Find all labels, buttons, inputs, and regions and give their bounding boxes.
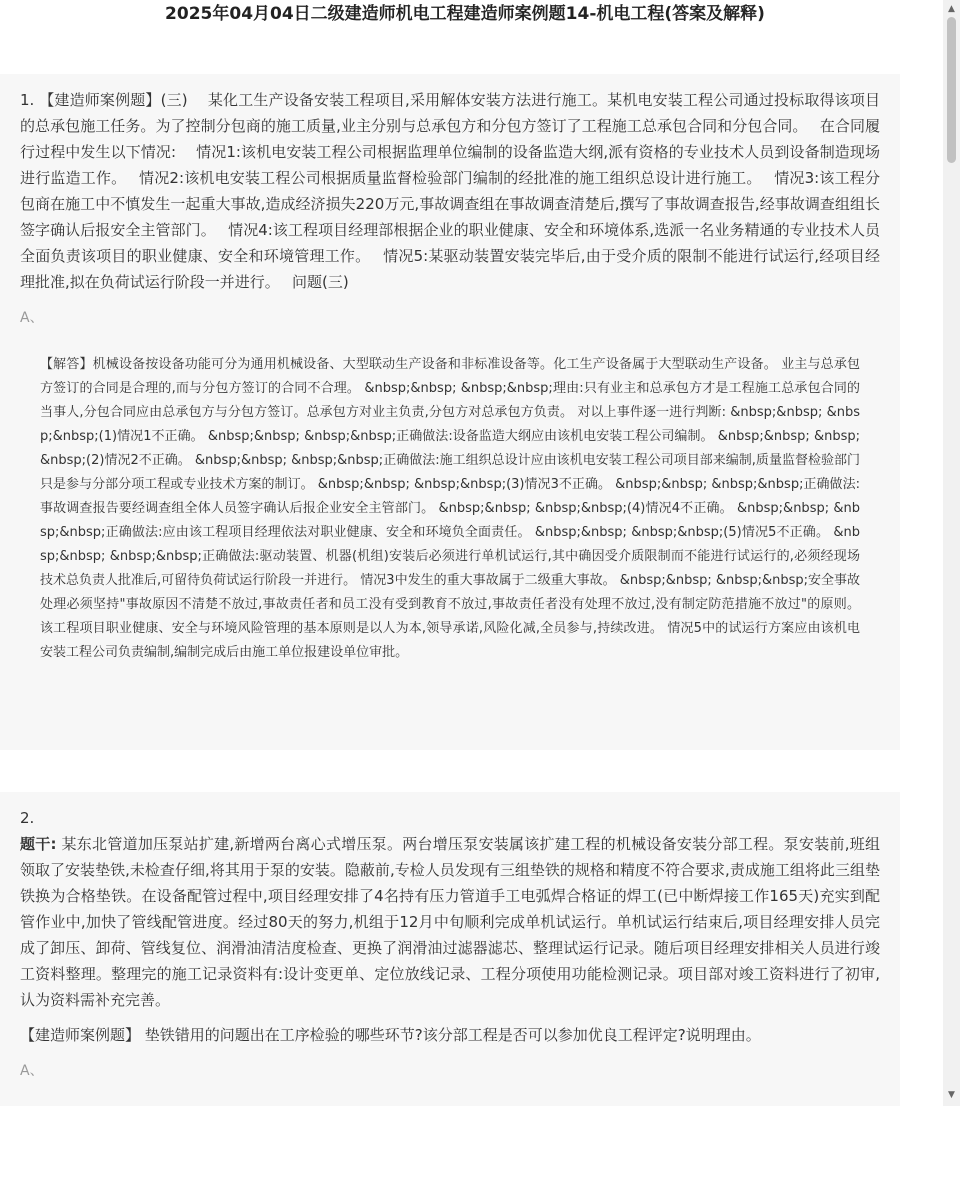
- page-title: 2025年04月04日二级建造师机电工程建造师案例题14-机电工程(答案及解释): [165, 4, 765, 24]
- question-stem: [20, 74, 880, 295]
- scroll-up-icon[interactable]: ▲: [948, 4, 955, 14]
- question-text: 某东北管道加压泵站扩建,新增两台离心式增压泵。两台增压泵安装属该扩建工程的机械设备安装分部工程。泵安装前,班组领取了安装垫铁,未检查仔细,将其用于泵的安装。隐蔽前,专检人员发现有三组垫铁的规格和精度不符合要求,责成施工组将此三组垫铁换为合格垫铁。在设备配管过程中,项目经理安排了4名持有压力管道手工电弧焊合格证的焊工(已中断焊接工作165天)充实到配管作业中,加快了管线配管进度。经过80天的努力,机组于12月中旬顺利完成单机试运行。单机试运行结束后,项目经理安排人员完成了卸压、卸荷、管线复位、润滑油清洁度检查、更换了润滑油过滤器滤芯、整理试运行记录。随后项目经理安排相关人员进行竣工资料整理。整理完的施工记录资料有:设计变更单、定位放线记录、工程分项使用功能检测记录。项目部对竣工资料进行了初审,认为资料需补充完善。: [20, 835, 880, 1009]
- question-ask: 【建造师案例题】 垫铁错用的问题出在工序检验的哪些环节?该分部工程是否可以参加优良工程评定?说明理由。: [20, 1026, 761, 1044]
- answer-label: A、: [20, 1063, 44, 1079]
- stem-label: 题干:: [20, 835, 57, 853]
- question-number: 1.: [20, 91, 35, 109]
- answer-label: A、: [20, 310, 44, 326]
- question-stem: [20, 831, 880, 1013]
- question-card: [0, 74, 900, 750]
- answer-explanation: 【解答】机械设备按设备功能可分为通用机械设备、大型联动生产设备和非标准设备等。化工生产设备属于大型联动生产设备。 业主与总承包方签订的合同是合理的,而与分包方签订的合同不合理。 &nbsp;&nbsp; &nbsp;&nbsp;理由:只有业主和总承包方才是工程施工总承包合同的当事人,分包合同应由总承包方与分包方签订。总承包方对业主负责,分包方对总承包方负责。 对以上事件逐一进行判断: &nbsp;&nbsp; &nbsp;&nbsp;(1)情况1不正确。 &nbsp;&nbsp; &nbsp;&nbsp;正确做法:设备监造大纲应由该机电安装工程公司编制。 &nbsp;&nbsp; &nbsp;&nbsp;(2)情况2不正确。 &nbsp;&nbsp; &nbsp;&nbsp;正确做法:施工组织总设计应由该机电安装工程公司项目部来编制,质量监督检验部门只是参与分部分项工程或专业技术方案的制订。 &nbsp;&nbsp; &nbsp;&nbsp;(3)情况3不正确。 &nbsp;&nbsp; &nbsp;&nbsp;正确做法:事故调查报告要经调查组全体人员签字确认后报企业安全主管部门。 &nbsp;&nbsp; &nbsp;&nbsp;(4)情况4不正确。 &nbsp;&nbsp; &nbsp;&nbsp;正确做法:应由该工程项目经理依法对职业健康、安全和环境负全面责任。 &nbsp;&nbsp; &nbsp;&nbsp;(5)情况5不正确。 &nbsp;&nbsp; &nbsp;&nbsp;正确做法:驱动装置、机器(机组)安装后必须进行单机试运行,其中确因受介质限制而不能进行试运行的,必须经现场技术总负责人批准后,可留待负荷试运行阶段一并进行。 情况3中发生的重大事故属于二级重大事故。 &nbsp;&nbsp; &nbsp;&nbsp;安全事故处理必须坚持"事故原因不清楚不放过,事故责任者和员工没有受到教育不放过,事故责任者没有处理不放过,没有制定防范措施不放过"的原则。 该工程项目职业健康、安全与环境风险管理的基本原则是以人为本,领导承诺,风险化减,全员参与,持续改进。 情况5中的试运行方案应由该机电安装工程公司负责编制,编制完成后由施工单位报建设单位审批。: [40, 357, 860, 660]
- scroll-thumb[interactable]: [947, 17, 956, 163]
- question-number: 2.: [20, 809, 35, 827]
- vertical-scrollbar[interactable]: [943, 0, 960, 1106]
- question-text: 【建造师案例题】(三) 某化工生产设备安装工程项目,采用解体安装方法进行施工。某机电安装工程公司通过投标取得该项目的总承包施工任务。为了控制分包商的施工质量,业主分别与总承包方和分包方签订了工程施工总承包合同和分包合同。 在合同履行过程中发生以下情况: 情况1:该机电安装工程公司根据监理单位编制的设备监造大纲,派有资格的专业技术人员到设备制造现场进行监造工作。 情况2:该机电安装工程公司根据质量监督检验部门编制的经批准的施工组织总设计进行施工。 情况3:该工程分包商在施工中不慎发生一起重大事故,造成经济损失220万元,事故调查组在事故调查清楚后,撰写了事故调查报告,经事故调查组组长签字确认后报安全主管部门。 情况4:该工程项目经理部根据企业的职业健康、安全和环境体系,选派一名业务精通的专业技术人员全面负责该项目的职业健康、安全和环境管理工作。 情况5:某驱动装置安装完毕后,由于受介质的限制不能进行试运行,经项目经理批准,拟在负荷试运行阶段一并进行。 问题(三): [20, 91, 880, 291]
- question-card: [0, 792, 900, 1106]
- scroll-down-icon[interactable]: ▼: [948, 1090, 955, 1100]
